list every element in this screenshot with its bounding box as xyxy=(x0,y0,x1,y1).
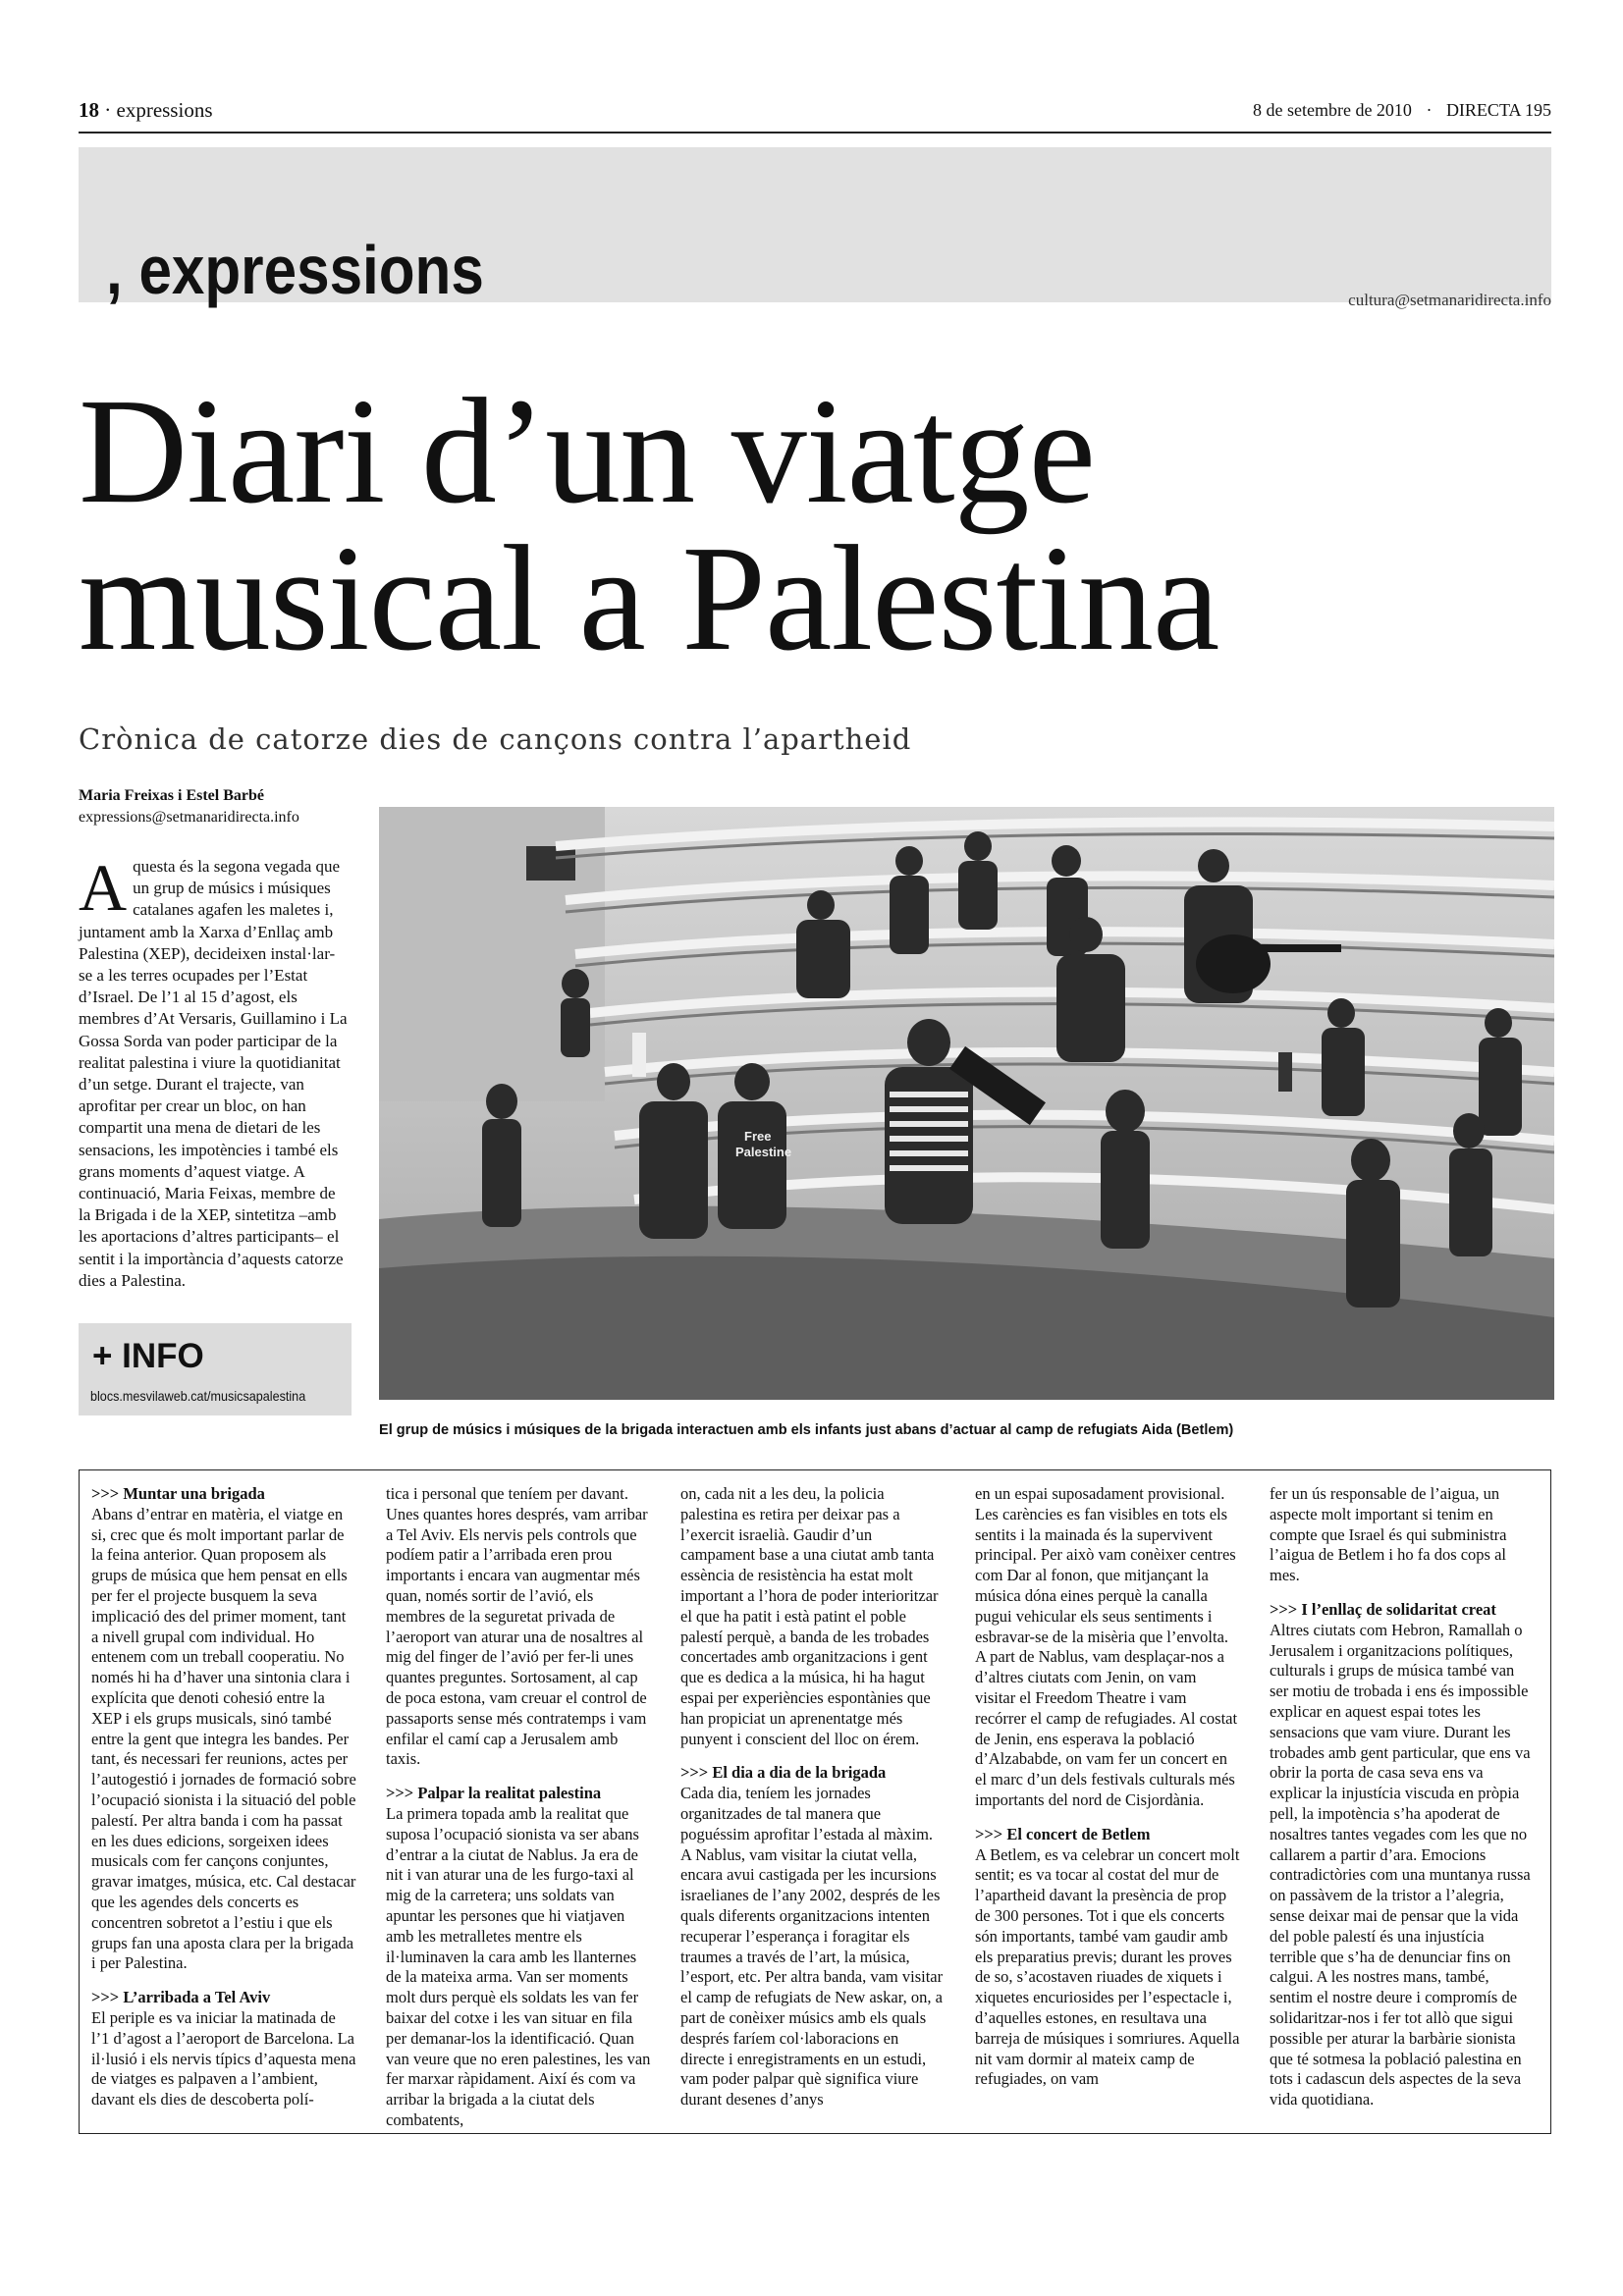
author-email[interactable]: expressions@setmanaridirecta.info xyxy=(79,809,299,826)
section-title: , expressions xyxy=(106,232,484,308)
tshirt-text-1: Free xyxy=(744,1129,772,1144)
paragraph: fer un ús responsable de l’aigua, un aspecte molt important si tenim en compte que Israel és qui subministra l’aigua de Betlem i ho fa dos cops al mes. xyxy=(1270,1484,1507,1585)
subhead-enllac-solidaritat: >>> I l’enllaç de solidaritat creat xyxy=(1270,1599,1496,1619)
issue-date: 8 de setembre de 2010 xyxy=(1252,100,1412,120)
subhead-concert-betlem: >>> El concert de Betlem xyxy=(975,1824,1151,1843)
info-box xyxy=(79,1323,352,1415)
section-email[interactable]: cultura@setmanaridirecta.info xyxy=(1348,291,1551,309)
article-photo xyxy=(379,807,1554,1400)
running-head-separator: · xyxy=(104,98,112,122)
headline-line-2: musical a Palestina xyxy=(79,515,1219,682)
paragraph: Cada dia, teníem les jornades organitzades de tal manera que poguéssim aprofitar l’estada al màxim. A Nablus, vam visitar la ciutat vella, encara avui castigada per les incursions israelianes de l’any 2002, després de les quals diferents organitzacions intenten recuperar l’esperança i foragitar els traumes a través de l’art, la música, l’esport, etc. Per altra banda, vam visitar el camp de refugiats de New askar, on, a part de conèixer músics amb els quals després faríem col·laboracions en directe i enregistraments en un estudi, vam poder palpar què significa viure durant desenes d’anys xyxy=(680,1784,944,2109)
article-headline xyxy=(79,368,1571,682)
article-body xyxy=(79,1469,1551,2134)
article-column-3 xyxy=(680,1484,946,2110)
running-head xyxy=(79,94,1551,133)
paragraph: on, cada nit a les deu, la policia palestina es retira per deixar pas a l’exercit israelià. Gaudir d’un campament base a una ciutat amb tanta essència de resistència ha estat molt important a l’hora de poder interioritzar el que ha patit i està patint el poble palestí perquè, a banda de les trobades concertades amb organitzacions i gent que es dedica a la música, hi ha hagut espai per experiències espontànies que han propiciat un aprenentatge més punyent i conscient del lloc on érem. xyxy=(680,1484,939,1748)
paragraph: A Betlem, es va celebrar un concert molt sentit; es va tocar al costat del mur de l’apartheid davant la presència de prop de 300 persones. Tot i que els concerts són importants, també vam gaudir amb els preparatius previs; durant les proves de so, s’acostaven riuades de xiquets i xiquetes encuriosides per l’espectacle i, d’aquelles estones, en resultava una barreja de músiques i somriures. Aquella nit vam dormir al mateix camp de refugiades, on vam xyxy=(975,1844,1240,2089)
paragraph: en un espai suposadament provisional. Les carències es fan visibles en tots els sentits i la mainada és la supervivent principal. Per això vam conèixer centres com Dar al fonon, que mitjançant la música dóna eines perquè la canalla pugui vehicular els seus sentiments i esbravar-se de la misèria que l’envolta. A part de Nablus, vam desplaçar-nos a d’altres ciutats com Jenin, on vam visitar el Freedom Theatre i vam recórrer el camp de refugiades. Al costat de Jenin, ens esperava la població d’Alzababde, on vam fer un concert en el marc d’un dels festivals culturals més importants del nord de Cisjordània. xyxy=(975,1484,1238,1809)
running-head-right xyxy=(1243,100,1551,121)
subhead-muntar-brigada: >>> Muntar una brigada xyxy=(91,1484,265,1503)
tshirt-text-2: Palestine xyxy=(735,1145,792,1159)
paragraph: Abans d’entrar en matèria, el viatge en si, crec que és molt important parlar de la feina anterior. Quan proposem als grups de música que hem pensat en ells per fer el projecte busquem la seva implicació des del primer moment, tant a nivell grupal com individual. Ho entenem com un treball cooperatiu. No només hi ha d’haver una sintonia clara i explícita que denoti cohesió entre la XEP i els grups musicals, sinó també entre la gent que integra les bandes. Per tant, és necessari fer reunions, actes per l’autogestió i jornades de formació sobre l’ocupació sionista i la situació del poble palestí. Per altra banda i com ha passat en les dues edicions, sorgeixen idees musicals com fer cançons conjuntes, gravar imatges, música, etc. Cal destacar que les agendes dels concerts es concentren sobretot a l’estiu i que els grups fan una aposta clara per la brigada i per Palestina. xyxy=(91,1504,356,1973)
running-head-dot: · xyxy=(1426,100,1433,120)
article-subheadline: Crònica de catorze dies de cançons contra l’apartheid xyxy=(79,722,912,756)
running-head-section: expressions xyxy=(116,98,213,122)
byline xyxy=(79,785,363,828)
photo-illustration xyxy=(379,807,1554,1400)
paragraph: Altres ciutats com Hebron, Ramallah o Jerusalem i organitzacions polítiques, culturals i grups de música també van ser motiu de trobada i ens és impossible explicar en aquest espai totes les sensacions que vam viure. Durant les trobades amb gent particular, que ens va obrir la porta de casa seva ens va explicar la injustícia viscuda en pròpia pell, la impotència s’ha apoderat de nosaltres tantes vegades com les que no callarem a partir d’ara. Emocions contradictòries com una muntanya russa on passàvem de la tristor a l’alegria, sense deixar mai de pensar que la vida del poble palestí és una injustícia terrible que s’ha de denunciar fins on calgui. A les nostres mans, també, sentim el nostre deure i compromís de solidaritzar-nos i fer tot allò que sigui possible per aturar la barbàrie sionista que té sotmesa la població palestina en tots i cadascun dels aspectes de la seva vida quotidiana. xyxy=(1270,1620,1531,2109)
article-column-1 xyxy=(91,1484,356,2110)
paragraph: El periple es va iniciar la matinada de l’1 d’agost a l’aeroport de Barcelona. La il·lusió i els nervis típics d’aquesta mena de viatges es palpaven a l’ambient, davant els dies de descoberta polí- xyxy=(91,2007,356,2109)
subhead-dia-a-dia: >>> El dia a dia de la brigada xyxy=(680,1763,887,1783)
subhead-palpar-realitat: >>> Palpar la realitat palestina xyxy=(386,1784,602,1803)
paragraph: tica i personal que teníem per davant. Unes quantes hores després, vam arribar a Tel Aviv. Els nervis pels controls que podíem patir a l’arribada eren prou importants i encara van augmentar més quan, només sortir de l’avió, els membres de la seguretat privada de l’aeroport van aturar una de nosaltres al mig del finger de l’avió per fer-li unes quantes preguntes. Sortosament, al cap de poca estona, vam creuar el control de passaports sense més contratemps i vam enfilar el camí cap a Jerusalem amb taxis. xyxy=(386,1484,648,1769)
intro-text: questa és la segona vegada que un grup de músics i músiques catalanes agafen les maletes i, juntament amb la Xarxa d’Enllaç amb Palestina (XEP), decideixen instal·lar-se a les terres ocupades per l’Estat d’Israel. De l’1 al 15 d’agost, els membres d’At Versaris, Guillamino i La Gossa Sorda van poder participar de la realitat palestina i viure la quotidianitat d’un setge. Durant el trajecte, van aprofitar per crear un bloc, on han compartit una mena de dietari de les sensacions, les impotències i també els grans moments d’aquest viatge. A continuació, Maria Feixas, membre de la Brigada i de la XEP, sintetitza –amb les aportacions d’altres participants– el sentit i la importància d’aquests catorze dies a Palestina. xyxy=(79,857,348,1290)
subhead-arribada-tel-aviv: >>> L’arribada a Tel Aviv xyxy=(91,1988,271,2007)
headline-line-1: Diari d’un viatge xyxy=(79,368,1095,535)
article-column-5 xyxy=(1270,1484,1535,2110)
paragraph: La primera topada amb la realitat que suposa l’ocupació sionista va ser abans d’entrar a la ciutat de Nablus. Ja era de nit i van aturar una de les furgo-taxi al mig de la carretera; uns soldats van apuntar les persones que hi viatjaven amb les metralletes mentre els il·luminaven la cara amb les llanternes de la mateixa arma. Van ser moments molt durs perquè els soldats les van fer baixar del cotxe i les van situar en fila per demanar-los la identificació. Quan van veure que no eren palestines, les van fer marxar ràpidament. Així és com va arribar la brigada a la ciutat dels combatents, xyxy=(386,1803,651,2129)
photo-caption: El grup de músics i músiques de la brigada interactuen amb els infants just abans d’actuar al camp de refugiats Aida (Betlem) xyxy=(379,1421,1234,1438)
issue-number: DIRECTA 195 xyxy=(1445,100,1551,120)
info-box-title: + INFO xyxy=(92,1337,204,1375)
article-column-4 xyxy=(975,1484,1240,2090)
article-column-2 xyxy=(386,1484,651,2131)
article-intro xyxy=(79,850,349,1292)
page-number: 18 xyxy=(79,98,99,122)
drop-cap: A xyxy=(79,850,128,925)
info-box-link[interactable]: blocs.mesvilaweb.cat/musicsapalestina xyxy=(90,1388,306,1404)
author-names: Maria Freixas i Estel Barbé xyxy=(79,787,264,804)
running-head-left xyxy=(79,98,213,123)
